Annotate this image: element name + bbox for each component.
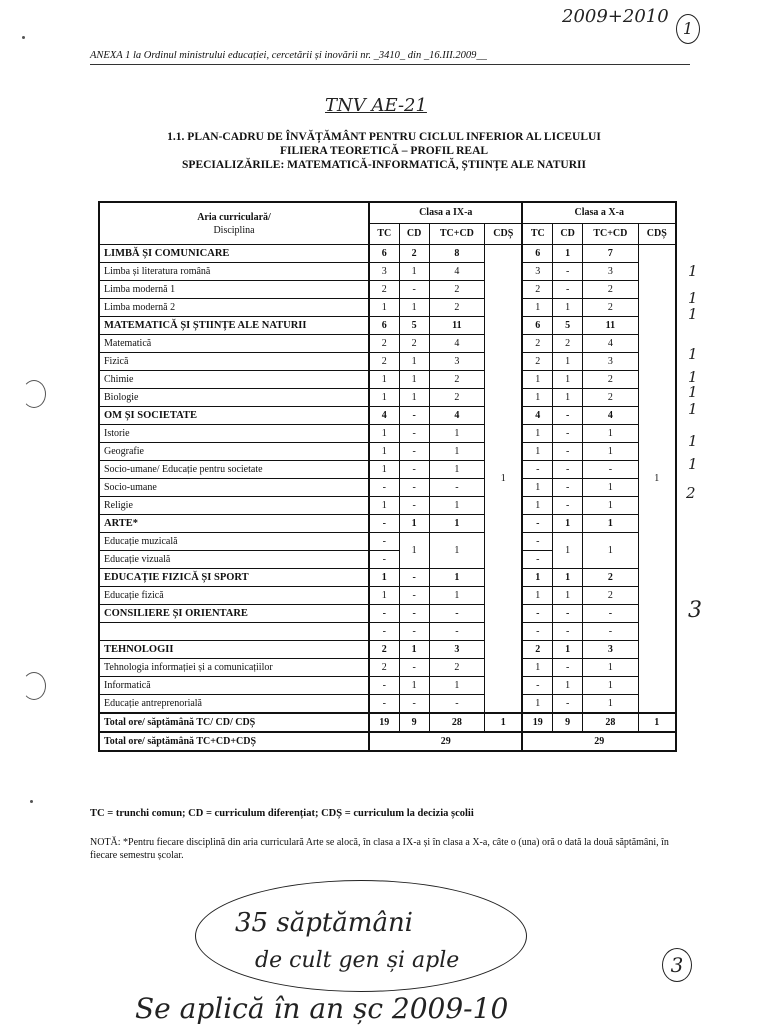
cell-tc: 1: [369, 389, 399, 407]
cell-cd: -: [399, 443, 429, 461]
cell-tccd: -: [429, 605, 484, 623]
cell-cd: -: [553, 623, 583, 641]
document-title: [0, 130, 768, 172]
cell-cd: 1: [399, 371, 429, 389]
discipline-label: Geografie: [99, 443, 369, 461]
cell-tccd: 1: [429, 497, 484, 515]
cell-tccd: 1: [583, 497, 638, 515]
cell-tc: -: [369, 479, 399, 497]
column-header-cd: CDȘ: [638, 224, 676, 245]
table-row: [99, 695, 676, 714]
cell-cd: -: [553, 281, 583, 299]
cell-tc: 6: [369, 317, 399, 335]
category-label: LIMBĂ ȘI COMUNICARE: [99, 245, 369, 263]
margin-note: 1: [688, 368, 698, 386]
cell-cd: 1: [399, 533, 429, 569]
cell-cd: 1: [553, 515, 583, 533]
cell-tc: 2: [369, 353, 399, 371]
cell-cd: 1: [399, 515, 429, 533]
header-area-discipline: [99, 202, 369, 245]
cell-cd: -: [553, 605, 583, 623]
discipline-label: Educație fizică: [99, 587, 369, 605]
title-line-3: SPECIALIZĂRILE: MATEMATICĂ-INFORMATICĂ, ȘTIINȚE ALE NATURII: [182, 159, 586, 171]
cell-tc: 2: [369, 659, 399, 677]
table-row: [99, 299, 676, 317]
cell-tccd: -: [429, 479, 484, 497]
category-label: OM ȘI SOCIETATE: [99, 407, 369, 425]
cell-tccd: 4: [429, 335, 484, 353]
cell-tccd: 1: [429, 461, 484, 479]
cell-tccd: -: [429, 695, 484, 714]
scan-speck: [30, 800, 33, 803]
handwritten-bottom-note: Se aplică în an șc 2009-10: [135, 992, 509, 1025]
cell-tc: -: [522, 515, 552, 533]
total-cell: 19: [369, 713, 399, 732]
column-header-cd: CD: [553, 224, 583, 245]
cell-cds-merged: 1: [485, 245, 523, 714]
cell-cd: 1: [553, 587, 583, 605]
cell-tccd: -: [583, 605, 638, 623]
cell-tccd: 4: [429, 263, 484, 281]
cell-cd: -: [399, 605, 429, 623]
discipline-label: Istorie: [99, 425, 369, 443]
table-row: [99, 533, 676, 551]
cell-cd: 1: [399, 677, 429, 695]
cell-tccd: 1: [583, 533, 638, 569]
category-label: CONSILIERE ȘI ORIENTARE: [99, 605, 369, 623]
table-row: [99, 281, 676, 299]
cell-tc: 1: [369, 443, 399, 461]
cell-cd: -: [553, 497, 583, 515]
annex-header: ANEXA 1 la Ordinul ministrului educației, cercetării și inovării nr. _3410_ din _16.III.2009__: [90, 50, 487, 61]
column-header-cd: CDȘ: [485, 224, 523, 245]
cell-cd: -: [553, 461, 583, 479]
table-row: [99, 335, 676, 353]
cell-cd: 1: [399, 353, 429, 371]
cell-tc: 1: [369, 425, 399, 443]
margin-note: 1: [688, 289, 698, 307]
margin-note: 1: [688, 305, 698, 323]
cell-tccd: 1: [583, 695, 638, 714]
cell-tc: 1: [369, 497, 399, 515]
column-header-tccd: TC+CD: [429, 224, 484, 245]
column-header-tc: TC: [522, 224, 552, 245]
cell-cd: -: [399, 425, 429, 443]
discipline-label: Fizică: [99, 353, 369, 371]
cell-tc: 6: [369, 245, 399, 263]
discipline-label: Educație antreprenorială: [99, 695, 369, 714]
cell-tccd: 2: [583, 281, 638, 299]
handwritten-years: 2009+2010: [562, 6, 669, 27]
category-row: [99, 641, 676, 659]
cell-tccd: 2: [583, 299, 638, 317]
cell-tc: 1: [369, 587, 399, 605]
cell-tc: -: [522, 605, 552, 623]
oval-text-line-1: 35 săptămâni: [235, 908, 414, 938]
table-row: [99, 389, 676, 407]
cell-cd: 1: [399, 263, 429, 281]
table-row: [99, 371, 676, 389]
cell-tccd: 4: [583, 407, 638, 425]
cell-tccd: 4: [429, 407, 484, 425]
cell-tccd: 1: [429, 587, 484, 605]
discipline-label: Informatică: [99, 677, 369, 695]
margin-note: 1: [688, 383, 698, 401]
cell-cd: 1: [553, 641, 583, 659]
cell-tc: 1: [522, 497, 552, 515]
cell-tc: 1: [522, 389, 552, 407]
legend: TC = trunchi comun; CD = curriculum diferențiat; CDȘ = curriculum la decizia școlii: [90, 808, 474, 819]
cell-tccd: 1: [429, 677, 484, 695]
cell-cd: 1: [553, 389, 583, 407]
total-cell: 28: [429, 713, 484, 732]
cell-cd: 1: [553, 371, 583, 389]
cell-tccd: 1: [429, 443, 484, 461]
cell-tccd: 1: [583, 677, 638, 695]
cell-cd: -: [553, 425, 583, 443]
discipline-label: Religie: [99, 497, 369, 515]
cell-tc: 6: [522, 245, 552, 263]
cell-cd: 1: [553, 353, 583, 371]
cell-cd: 5: [553, 317, 583, 335]
cell-tccd: 3: [583, 353, 638, 371]
cell-tccd: 2: [429, 389, 484, 407]
cell-cd: -: [399, 695, 429, 714]
cell-cd: 1: [553, 299, 583, 317]
cell-tc: 1: [522, 425, 552, 443]
cell-cd: -: [399, 497, 429, 515]
cell-tccd: -: [429, 623, 484, 641]
column-header-tc: TC: [369, 224, 399, 245]
cell-tc: 2: [369, 281, 399, 299]
cell-tccd: 3: [583, 641, 638, 659]
discipline-label: Limba și literatura română: [99, 263, 369, 281]
cell-tccd: 2: [429, 281, 484, 299]
cell-cd: 2: [399, 335, 429, 353]
discipline-label: Matematică: [99, 335, 369, 353]
cell-tccd: 8: [429, 245, 484, 263]
cell-tc: 1: [369, 569, 399, 587]
cell-tc: 1: [522, 695, 552, 714]
margin-note: 1: [688, 400, 698, 418]
cell-tc: 2: [522, 641, 552, 659]
cell-cd: 1: [553, 245, 583, 263]
margin-note: 1: [688, 262, 698, 280]
cell-tccd: 11: [429, 317, 484, 335]
cell-cd: -: [553, 479, 583, 497]
cell-cd: 1: [553, 677, 583, 695]
cell-tc: 3: [369, 263, 399, 281]
grand-total-row: [99, 732, 676, 751]
table-row: [99, 425, 676, 443]
cell-tc: 1: [369, 299, 399, 317]
category-row: [99, 605, 676, 623]
table-row: [99, 263, 676, 281]
grand-total-10: 29: [522, 732, 676, 751]
cell-tc: 1: [522, 569, 552, 587]
cell-tccd: 4: [583, 335, 638, 353]
cell-tc: 4: [522, 407, 552, 425]
cell-cd: 2: [553, 335, 583, 353]
cell-tccd: 2: [583, 389, 638, 407]
total-cell: 9: [553, 713, 583, 732]
cell-tc: -: [369, 605, 399, 623]
table-row: [99, 479, 676, 497]
punch-hole: [22, 672, 46, 700]
total-cell: 1: [485, 713, 523, 732]
cell-tccd: 1: [429, 533, 484, 569]
cell-tc: 2: [369, 335, 399, 353]
cell-cd: 5: [399, 317, 429, 335]
total-label: Total ore/ săptămână TC/ CD/ CDȘ: [99, 713, 369, 732]
table-row: [99, 677, 676, 695]
cell-tc: 1: [522, 659, 552, 677]
cell-tc: -: [369, 623, 399, 641]
cell-tccd: 3: [583, 263, 638, 281]
cell-tccd: 1: [583, 479, 638, 497]
cell-cd: -: [399, 623, 429, 641]
grand-total-9: 29: [369, 732, 522, 751]
category-label: MATEMATICĂ ȘI ȘTIINȚE ALE NATURII: [99, 317, 369, 335]
cell-tccd: 1: [583, 515, 638, 533]
cell-tc: -: [369, 551, 399, 569]
oval-text-line-2: de cult gen și aple: [255, 948, 460, 973]
cell-tc: 2: [522, 353, 552, 371]
cell-tc: 1: [369, 461, 399, 479]
table-row: [99, 659, 676, 677]
cell-tc: 1: [522, 443, 552, 461]
column-header-tccd: TC+CD: [583, 224, 638, 245]
cell-tccd: 2: [583, 371, 638, 389]
cell-tc: -: [369, 533, 399, 551]
header-class-9: Clasa a IX-a: [369, 202, 522, 224]
cell-cd: 1: [399, 641, 429, 659]
cell-cd: -: [399, 569, 429, 587]
table-row: [99, 587, 676, 605]
category-row: [99, 317, 676, 335]
cell-tc: 1: [522, 587, 552, 605]
header-class-10: Clasa a X-a: [522, 202, 676, 224]
margin-note: 1: [688, 455, 698, 473]
cell-tccd: 2: [583, 569, 638, 587]
discipline-label: [99, 623, 369, 641]
cell-tccd: 11: [583, 317, 638, 335]
cell-tc: -: [369, 677, 399, 695]
discipline-label: Educație vizuală: [99, 551, 369, 569]
cell-tc: -: [522, 677, 552, 695]
handwritten-code: TNV AE-21: [325, 95, 427, 116]
discipline-label: Chimie: [99, 371, 369, 389]
cell-cds-merged: 1: [638, 245, 676, 714]
discipline-label: Biologie: [99, 389, 369, 407]
cell-tccd: 2: [429, 371, 484, 389]
cell-tccd: 3: [429, 641, 484, 659]
discipline-label: Tehnologia informației și a comunicațiilor: [99, 659, 369, 677]
handwritten-page-number: 1: [676, 14, 700, 44]
cell-cd: -: [553, 695, 583, 714]
curriculum-table: [98, 201, 677, 752]
cell-tc: -: [522, 623, 552, 641]
cell-cd: -: [553, 263, 583, 281]
category-label: ARTE*: [99, 515, 369, 533]
total-cell: 19: [522, 713, 552, 732]
cell-tc: 2: [369, 641, 399, 659]
cell-tccd: 3: [429, 353, 484, 371]
cell-tc: 1: [522, 371, 552, 389]
category-row: [99, 569, 676, 587]
cell-tc: -: [522, 551, 552, 569]
cell-cd: 1: [553, 569, 583, 587]
cell-tccd: -: [583, 623, 638, 641]
cell-tc: 2: [522, 281, 552, 299]
discipline-label: Limba modernă 1: [99, 281, 369, 299]
cell-cd: 2: [399, 245, 429, 263]
category-row: [99, 245, 676, 263]
total-cell: 28: [583, 713, 638, 732]
cell-tccd: 1: [583, 659, 638, 677]
cell-tc: -: [522, 461, 552, 479]
cell-tc: 1: [522, 299, 552, 317]
cell-tccd: 1: [583, 425, 638, 443]
cell-tc: 4: [369, 407, 399, 425]
cell-cd: -: [399, 281, 429, 299]
table-row: [99, 443, 676, 461]
cell-tc: 3: [522, 263, 552, 281]
table-row: [99, 623, 676, 641]
margin-note: 1: [688, 432, 698, 450]
cell-cd: -: [399, 407, 429, 425]
cell-tc: -: [369, 515, 399, 533]
scan-speck: [22, 36, 25, 39]
cell-tc: 1: [522, 479, 552, 497]
discipline-label: Socio-umane/ Educație pentru societate: [99, 461, 369, 479]
punch-hole: [22, 380, 46, 408]
margin-note: 2: [686, 484, 696, 502]
cell-tc: -: [522, 533, 552, 551]
cell-cd: -: [399, 587, 429, 605]
cell-tc: 1: [369, 371, 399, 389]
cell-cd: 1: [553, 533, 583, 569]
discipline-label: Socio-umane: [99, 479, 369, 497]
table-row: [99, 461, 676, 479]
handwritten-circled-3: 3: [662, 948, 692, 982]
table-row: [99, 497, 676, 515]
header-rule: [90, 64, 690, 65]
header-discipline-label: Disciplina: [213, 224, 255, 236]
table-row: [99, 353, 676, 371]
cell-cd: -: [399, 461, 429, 479]
cell-tc: 6: [522, 317, 552, 335]
cell-cd: 1: [399, 389, 429, 407]
cell-tc: 2: [522, 335, 552, 353]
discipline-label: Limba modernă 2: [99, 299, 369, 317]
cell-cd: -: [553, 659, 583, 677]
cell-tccd: 2: [429, 299, 484, 317]
cell-tccd: 2: [583, 587, 638, 605]
title-line-1: 1.1. PLAN-CADRU DE ÎNVĂȚĂMÂNT PENTRU CICLUL INFERIOR AL LICEULUI: [167, 131, 601, 143]
cell-tccd: 1: [429, 425, 484, 443]
cell-cd: -: [399, 479, 429, 497]
cell-tccd: 7: [583, 245, 638, 263]
cell-tccd: 1: [429, 515, 484, 533]
header-area-label: Aria curriculară/: [197, 211, 271, 223]
margin-note: 1: [688, 345, 698, 363]
total-row: [99, 713, 676, 732]
cell-tc: -: [369, 695, 399, 714]
cell-tccd: -: [583, 461, 638, 479]
cell-cd: -: [399, 659, 429, 677]
cell-tccd: 1: [583, 443, 638, 461]
cell-cd: -: [553, 443, 583, 461]
category-label: TEHNOLOGII: [99, 641, 369, 659]
column-header-cd: CD: [399, 224, 429, 245]
total-cell: 1: [638, 713, 676, 732]
category-row: [99, 407, 676, 425]
title-line-2: FILIERA TEORETICĂ – PROFIL REAL: [279, 145, 489, 157]
grand-total-label: Total ore/ săptămână TC+CD+CDȘ: [99, 732, 369, 751]
discipline-label: Educație muzicală: [99, 533, 369, 551]
category-label: EDUCAȚIE FIZICĂ ȘI SPORT: [99, 569, 369, 587]
note: NOTĂ: *Pentru fiecare disciplină din aria curriculară Arte se alocă, în clasa a IX-a și în clasa a X-a, câte o (una) oră o dată la două săptămâni, în fiecare semestru școlar.: [90, 837, 669, 861]
margin-note: 3: [688, 598, 702, 623]
category-row: [99, 515, 676, 533]
cell-tccd: 2: [429, 659, 484, 677]
cell-cd: -: [553, 407, 583, 425]
total-cell: 9: [399, 713, 429, 732]
cell-tccd: 1: [429, 569, 484, 587]
cell-cd: 1: [399, 299, 429, 317]
